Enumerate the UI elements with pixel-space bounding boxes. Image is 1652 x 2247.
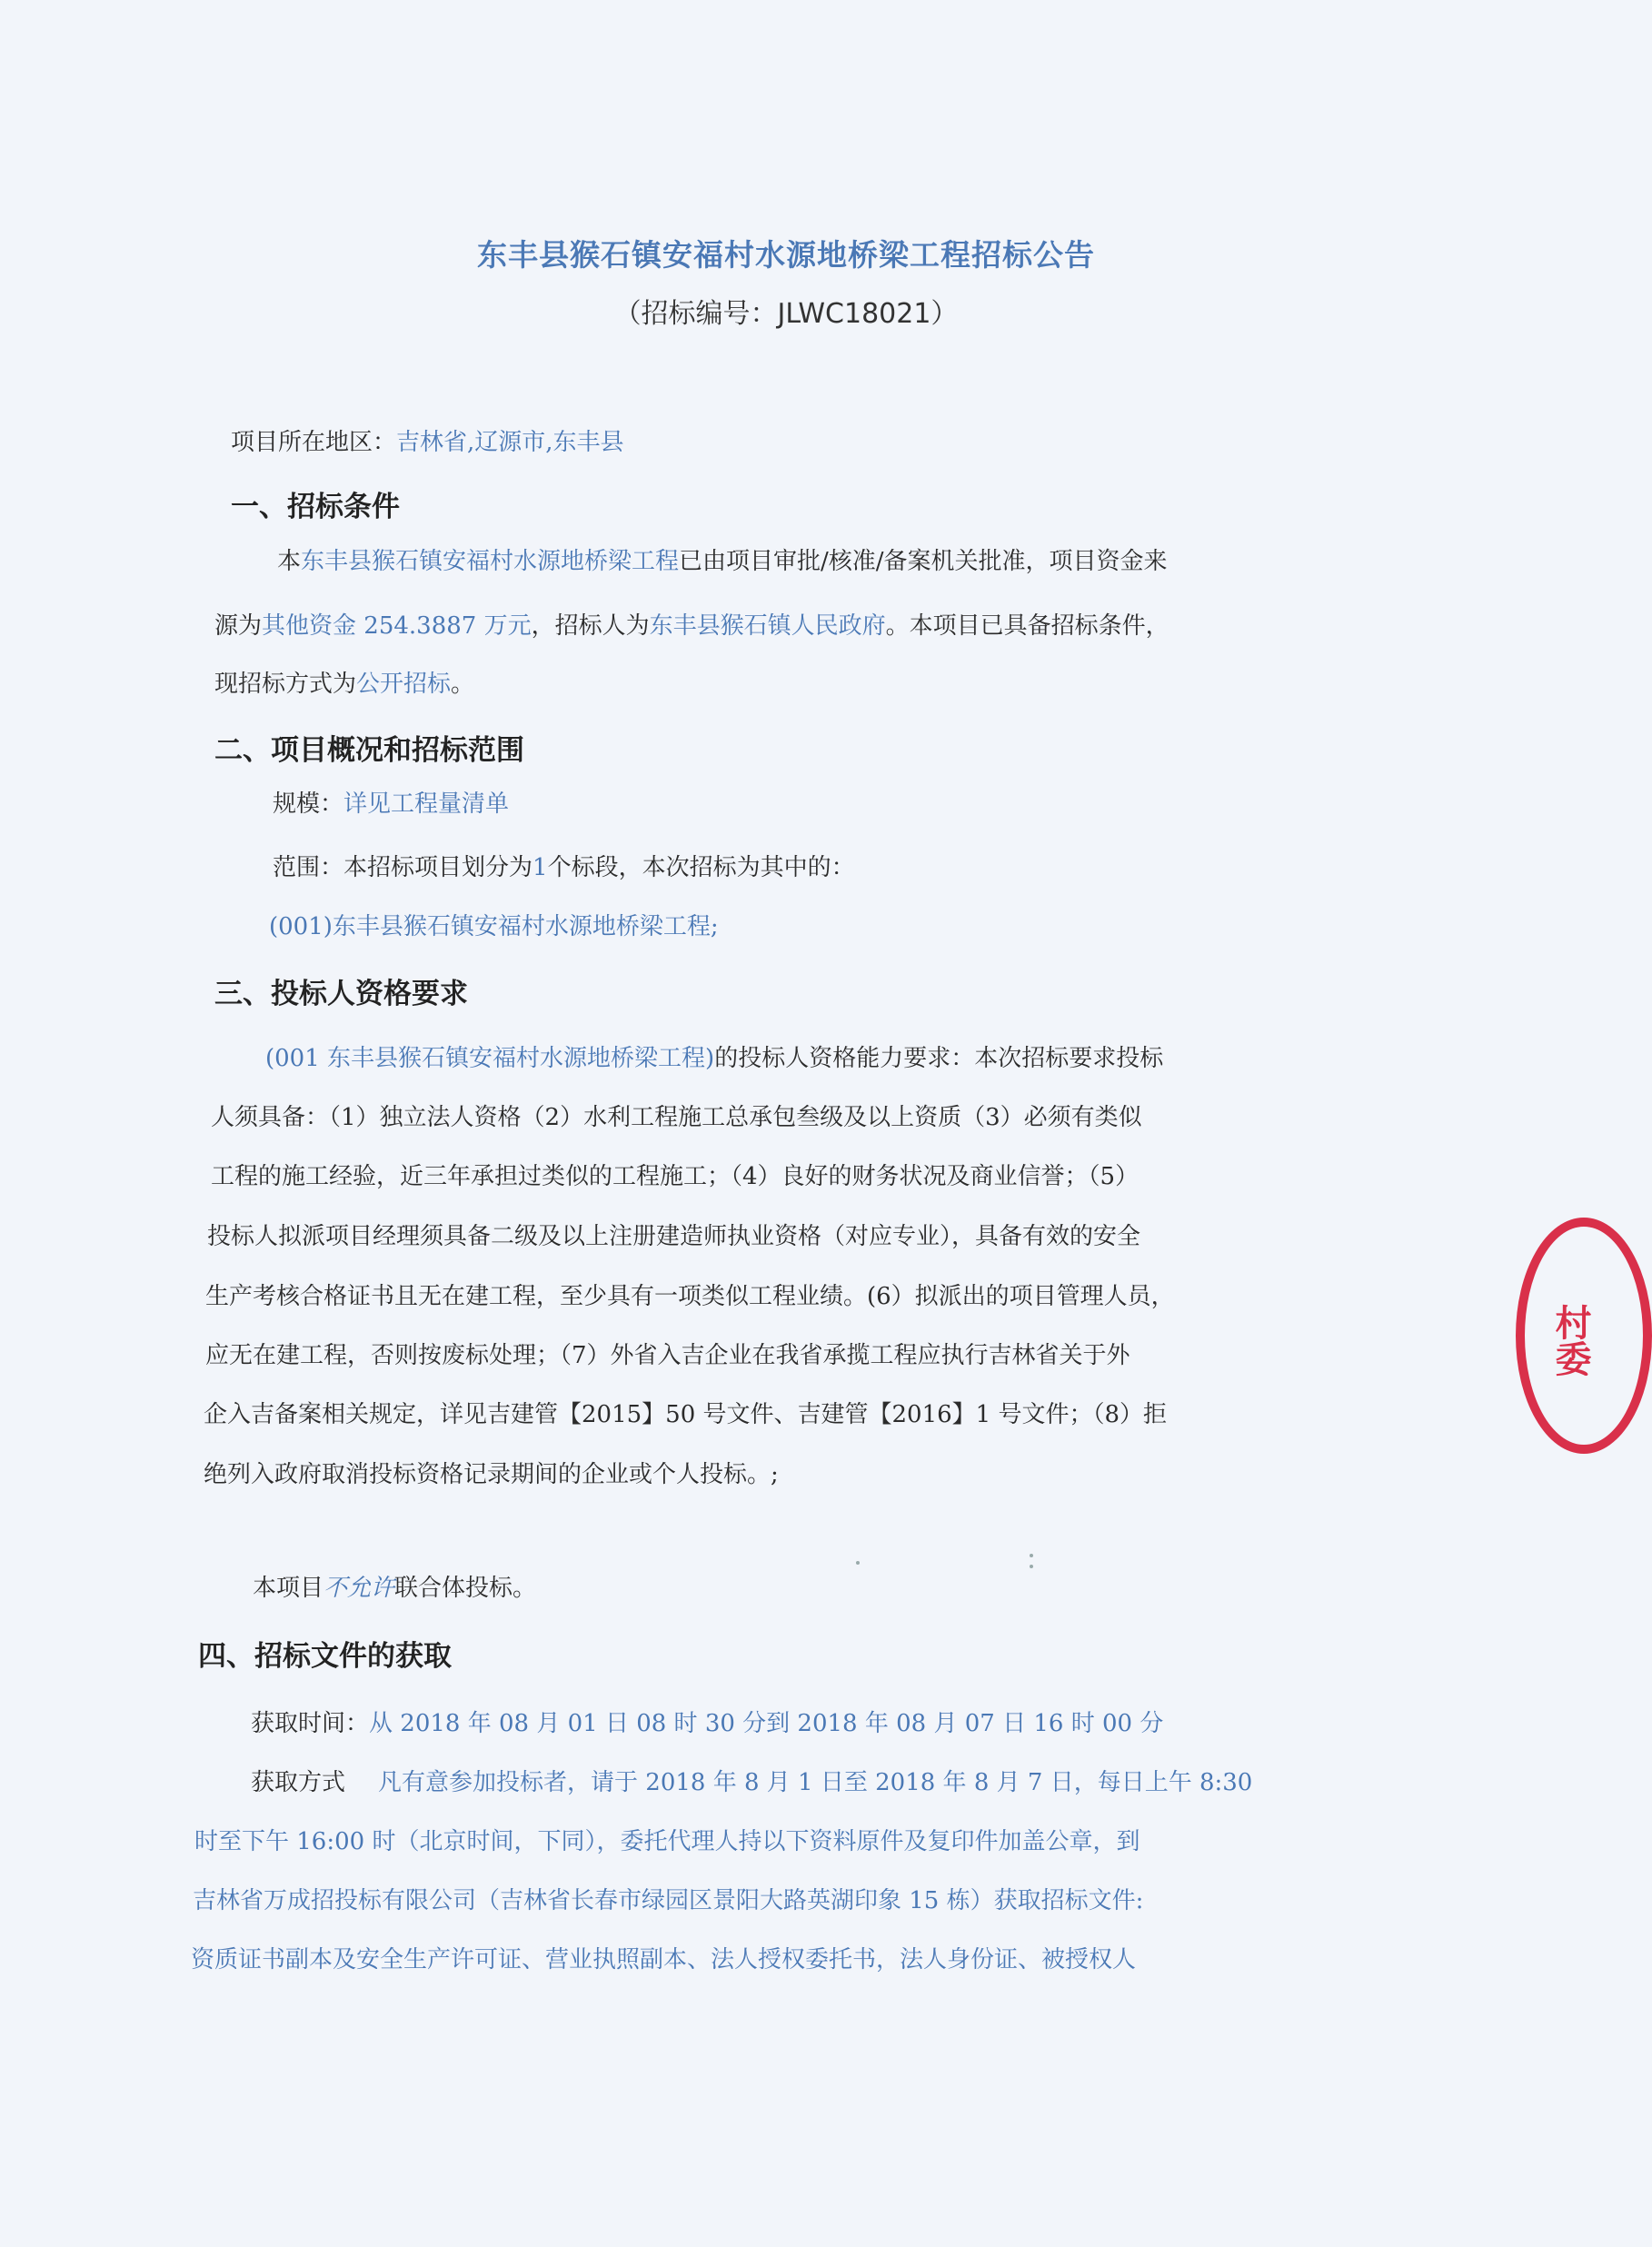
scale-line xyxy=(273,790,509,819)
s3-line-3: 工程的施工经验，近三年承担过类似的工程施工；（4）良好的财务状况及商业信誉；（5） xyxy=(211,1163,1139,1190)
s1-text: 已由项目审批/核准/备案机关批准，项目资金来 xyxy=(679,548,1168,575)
consortium-text: 联合体投标。 xyxy=(394,1575,537,1602)
time-value: 从 2018 年 08 月 01 日 08 时 30 分到 2018 年 08 月 07 日 16 时 00 分 xyxy=(369,1710,1164,1737)
method-text: 凡有意参加投标者，请于 2018 年 8 月 1 日至 2018 年 8 月 7 日，每日上午 8:30 xyxy=(378,1769,1253,1796)
region-label: 项目所在地区： xyxy=(231,429,397,456)
method-label: 获取方式 xyxy=(251,1769,346,1796)
doc-title: 东丰县猴石镇安福村水源地桥梁工程招标公告 xyxy=(477,237,1095,273)
s1-line-2 xyxy=(214,612,1169,641)
s3-line-8: 绝列入政府取消投标资格记录期间的企业或个人投标。; xyxy=(204,1461,779,1488)
s1-line-1 xyxy=(277,548,1168,576)
time-label: 获取时间： xyxy=(251,1710,370,1737)
consortium-value: 不允许 xyxy=(323,1575,395,1602)
consortium-text: 本项目 xyxy=(253,1575,324,1602)
section-4-heading: 四、招标文件的获取 xyxy=(198,1640,452,1673)
range-text: 范围：本招标项目划分为 xyxy=(273,854,533,881)
time-line xyxy=(251,1710,1163,1738)
section-3-heading: 三、投标人资格要求 xyxy=(214,978,468,1010)
s3-text: 的投标人资格能力要求：本次招标要求投标 xyxy=(714,1045,1164,1072)
s3-line-7: 企入吉备案相关规定，详见吉建管【2015】50 号文件、吉建管【2016】1 号文件；（8）拒 xyxy=(204,1401,1168,1428)
section-1-heading: 一、招标条件 xyxy=(231,491,400,523)
official-seal xyxy=(1516,1218,1652,1454)
region-line xyxy=(231,429,624,457)
section-count: 1 xyxy=(532,854,548,881)
scale-label: 规模： xyxy=(273,790,344,818)
s3-line-5: 生产考核合格证书且无在建工程，至少具有一项类似工程业绩。(6）拟派出的项目管理人员， xyxy=(205,1283,1175,1310)
tenderer-name: 东丰县猴石镇人民政府 xyxy=(649,612,886,640)
s1-text: 现招标方式为 xyxy=(214,671,357,698)
section-name: (001)东丰县猴石镇安福村水源地桥梁工程; xyxy=(269,913,719,940)
qualification-project: (001 东丰县猴石镇安福村水源地桥梁工程) xyxy=(265,1045,715,1072)
scan-speck xyxy=(1030,1554,1033,1557)
method-line xyxy=(251,1769,1252,1797)
s1-text: ，招标人为 xyxy=(531,612,650,640)
consortium-line xyxy=(253,1575,536,1603)
s1-line-3 xyxy=(214,671,474,699)
method-line-3: 吉林省万成招投标有限公司（吉林省长春市绿园区景阳大路英湖印象 15 栋）获取招标文件: xyxy=(193,1887,1144,1914)
fund-amount: 其他资金 254.3887 万元 xyxy=(262,612,532,640)
scan-speck xyxy=(1030,1565,1033,1568)
s3-line-1 xyxy=(265,1045,1163,1073)
s3-line-6: 应无在建工程，否则按废标处理；（7）外省入吉企业在我省承揽工程应执行吉林省关于外 xyxy=(205,1342,1130,1369)
s1-text: 源为 xyxy=(214,612,263,640)
s3-line-2: 人须具备：（1）独立法人资格（2）水利工程施工总承包叁级及以上资质（3）必须有类似 xyxy=(211,1104,1142,1131)
s1-text: 。 xyxy=(451,671,475,698)
section-2-heading: 二、项目概况和招标范围 xyxy=(214,734,524,767)
region-value: 吉林省,辽源市,东丰县 xyxy=(396,429,624,456)
scale-value: 详见工程量清单 xyxy=(343,790,510,818)
tender-method: 公开招标 xyxy=(356,671,452,698)
method-line-4: 资质证书副本及安全生产许可证、营业执照副本、法人授权委托书，法人身份证、被授权人 xyxy=(191,1946,1137,1974)
seal-text: 村委 xyxy=(1549,1304,1592,1377)
range-line xyxy=(273,854,855,882)
s1-text: 。本项目已具备招标条件， xyxy=(885,612,1169,640)
scan-speck xyxy=(856,1561,860,1565)
range-text: 个标段，本次招标为其中的： xyxy=(547,854,855,881)
project-name: 东丰县猴石镇安福村水源地桥梁工程 xyxy=(301,548,680,575)
method-line-2: 时至下午 16:00 时（北京时间，下同），委托代理人持以下资料原件及复印件加盖公章，到 xyxy=(194,1828,1140,1855)
doc-subtitle: （招标编号：JLWC18021） xyxy=(613,298,959,330)
s3-line-4: 投标人拟派项目经理须具备二级及以上注册建造师执业资格（对应专业），具备有效的安全 xyxy=(207,1223,1141,1250)
s1-text: 本 xyxy=(277,548,302,575)
